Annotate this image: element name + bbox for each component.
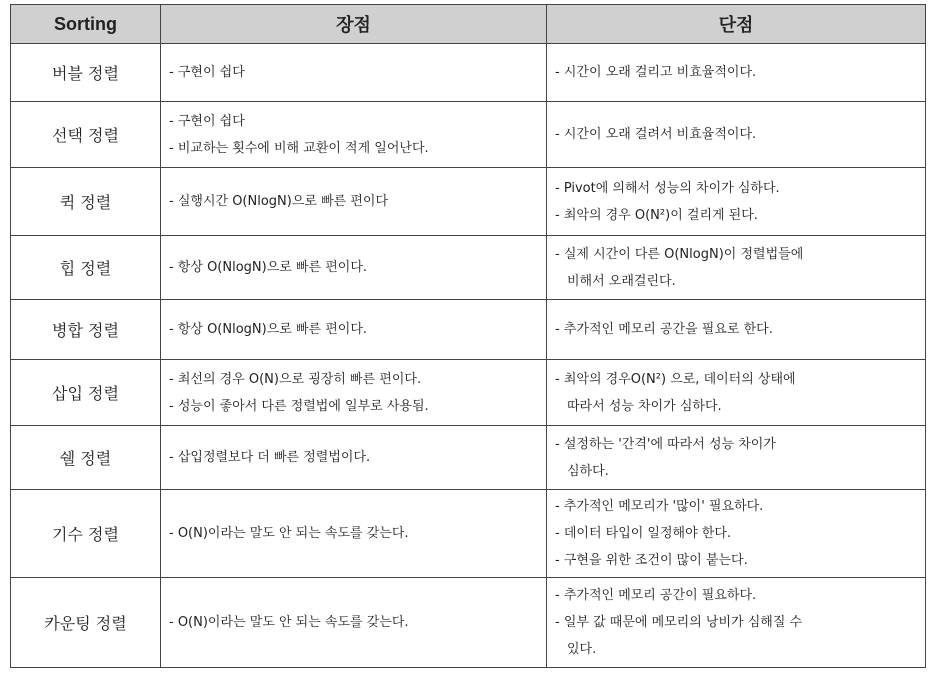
pros-line: - 구현이 쉽다: [169, 65, 245, 80]
pros-line: - 항상 O(NlogN)으로 빠른 편이다.: [169, 322, 368, 337]
pros-line: - 실행시간 O(NlogN)으로 빠른 편이다: [169, 194, 389, 209]
cons-line: - 구현을 위한 조건이 많이 붙는다.: [555, 553, 748, 568]
cons-line: - 시간이 오래 걸리고 비효율적이다.: [555, 65, 757, 80]
sorting-comparison-table: [10, 4, 926, 668]
pros-line: - 삽입정렬보다 더 빠른 정렬법이다.: [169, 450, 371, 465]
algorithm-name: 선택 정렬: [11, 102, 161, 168]
cons-cell: [547, 578, 926, 668]
cons-line: 따라서 성능 차이가 심하다.: [567, 398, 722, 414]
cons-line: - 설정하는 '간격'에 따라서 성능 차이가: [555, 436, 776, 452]
cons-cell: [547, 426, 926, 490]
cons-line: 심하다.: [567, 463, 609, 479]
algorithm-name: 삽입 정렬: [11, 360, 161, 426]
table-row: [11, 360, 926, 426]
cons-line: 비해서 오래걸린다.: [567, 273, 676, 289]
table-row: [11, 300, 926, 360]
pros-cell: [161, 102, 547, 168]
pros-cell: [161, 360, 547, 426]
table-row: [11, 236, 926, 300]
cons-cell: [547, 168, 926, 236]
table-row: [11, 168, 926, 236]
cons-line: 있다.: [567, 642, 597, 657]
algorithm-name: 힙 정렬: [11, 236, 161, 300]
cons-line: - 추가적인 메모리 공간을 필요로 한다.: [555, 322, 773, 337]
cons-cell: [547, 102, 926, 168]
cons-line: - 일부 값 때문에 메모리의 낭비가 심해질 수: [555, 615, 803, 630]
pros-line: - 성능이 좋아서 다른 정렬법에 일부로 사용됨.: [169, 398, 429, 414]
cons-cell: [547, 360, 926, 426]
cons-cell: [547, 300, 926, 360]
cons-cell: [547, 44, 926, 102]
pros-line: - O(N)이라는 말도 안 되는 속도를 갖는다.: [169, 615, 409, 630]
pros-cell: [161, 236, 547, 300]
algorithm-name: 카운팅 정렬: [11, 578, 161, 668]
pros-line: - 구현이 쉽다: [169, 113, 245, 129]
cons-cell: [547, 236, 926, 300]
pros-cell: [161, 578, 547, 668]
table-row: [11, 578, 926, 668]
pros-cell: [161, 168, 547, 236]
pros-line: - 비교하는 횟수에 비해 교환이 적게 일어난다.: [169, 140, 429, 156]
header-cons: 단점: [547, 5, 926, 44]
pros-cell: [161, 44, 547, 102]
pros-cell: [161, 300, 547, 360]
cons-line: - 실제 시간이 다른 O(NlogN)이 정렬법들에: [555, 246, 804, 262]
pros-line: - O(N)이라는 말도 안 되는 속도를 갖는다.: [169, 526, 409, 541]
cons-line: - 데이터 타입이 일정해야 한다.: [555, 526, 732, 541]
header-row: [11, 5, 926, 44]
algorithm-name: 버블 정렬: [11, 44, 161, 102]
table-row: [11, 490, 926, 578]
pros-line: - 항상 O(NlogN)으로 빠른 편이다.: [169, 260, 368, 275]
algorithm-name: 병합 정렬: [11, 300, 161, 360]
pros-cell: [161, 426, 547, 490]
cons-line: - 추가적인 메모리가 '많이' 필요하다.: [555, 499, 764, 514]
cons-cell: [547, 490, 926, 578]
algorithm-name: 퀵 정렬: [11, 168, 161, 236]
pros-cell: [161, 490, 547, 578]
cons-line: - 최악의 경우O(N²) 으로, 데이터의 상태에: [555, 371, 796, 387]
table-row: [11, 44, 926, 102]
header-pros: 장점: [161, 5, 547, 44]
cons-line: - Pivot에 의해서 성능의 차이가 심하다.: [555, 180, 780, 196]
cons-line: - 시간이 오래 걸려서 비효율적이다.: [555, 127, 757, 142]
algorithm-name: 쉘 정렬: [11, 426, 161, 490]
cons-line: - 최악의 경우 O(N²)이 걸리게 된다.: [555, 207, 758, 223]
algorithm-name: 기수 정렬: [11, 490, 161, 578]
header-sorting: Sorting: [11, 5, 161, 44]
table-row: [11, 102, 926, 168]
pros-line: - 최선의 경우 O(N)으로 굉장히 빠른 편이다.: [169, 371, 422, 387]
table-row: [11, 426, 926, 490]
cons-line: - 추가적인 메모리 공간이 필요하다.: [555, 588, 757, 603]
